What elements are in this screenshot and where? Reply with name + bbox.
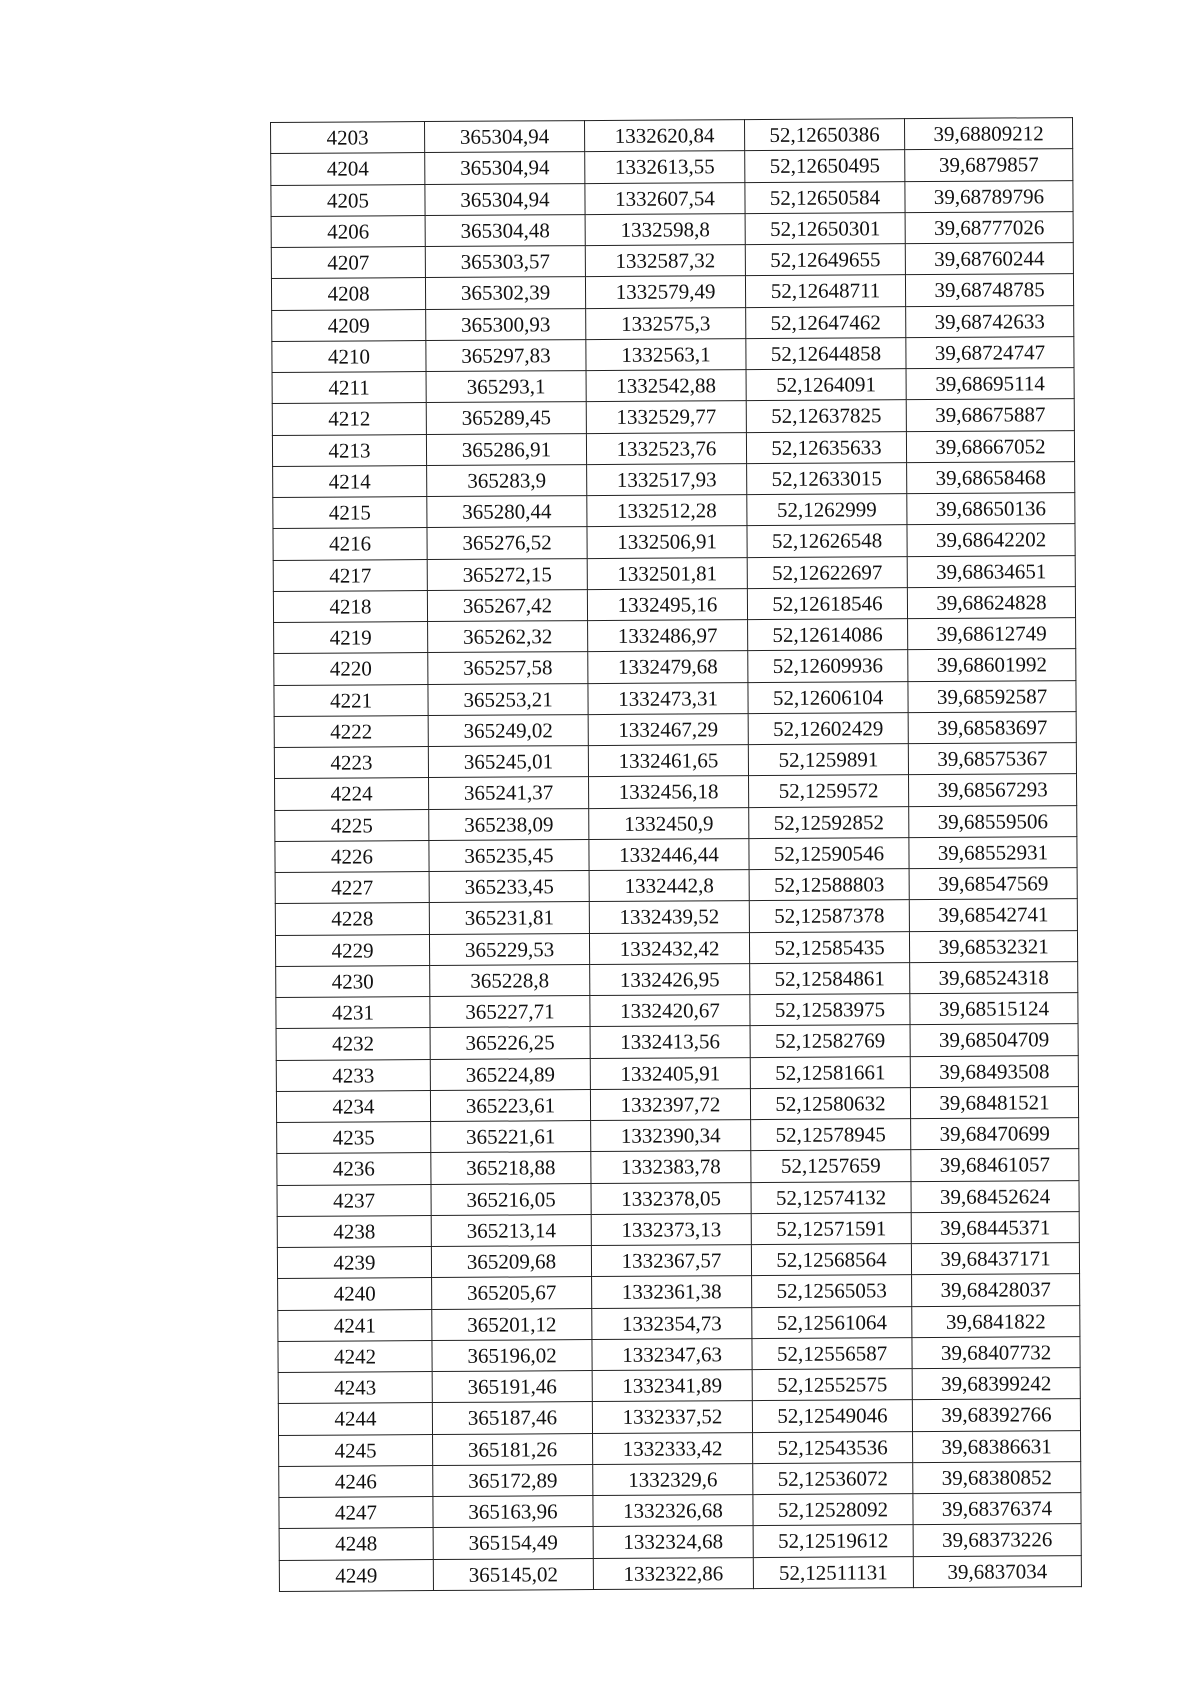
- x-coordinate-cell: 365304,94: [425, 152, 585, 184]
- y-coordinate-cell: 1332354,73: [592, 1307, 752, 1339]
- x-coordinate-cell: 365245,01: [428, 746, 588, 778]
- point-number-cell: 4228: [275, 903, 429, 935]
- longitude-cell: 39,68461057: [911, 1149, 1079, 1181]
- y-coordinate-cell: 1332367,57: [591, 1245, 751, 1277]
- x-coordinate-cell: 365163,96: [433, 1496, 593, 1528]
- table-row: [276, 993, 1078, 1029]
- latitude-cell: 52,12609936: [748, 650, 908, 682]
- point-number-cell: 4215: [273, 497, 427, 529]
- x-coordinate-cell: 365191,46: [432, 1371, 592, 1403]
- point-number-cell: 4207: [271, 247, 425, 279]
- longitude-cell: 39,68612749: [908, 618, 1076, 650]
- y-coordinate-cell: 1332598,8: [585, 213, 745, 245]
- longitude-cell: 39,68658468: [907, 461, 1075, 493]
- table-row: [275, 868, 1077, 904]
- latitude-cell: 52,12650386: [744, 119, 904, 151]
- point-number-cell: 4231: [276, 997, 430, 1029]
- longitude-cell: 39,68748785: [905, 274, 1073, 306]
- point-number-cell: 4204: [271, 153, 425, 185]
- table-row: [277, 1118, 1079, 1154]
- longitude-cell: 39,68542741: [909, 899, 1077, 931]
- longitude-cell: 39,68493508: [910, 1055, 1078, 1087]
- x-coordinate-cell: 365209,68: [431, 1246, 591, 1278]
- longitude-cell: 39,68601992: [908, 649, 1076, 681]
- latitude-cell: 52,12602429: [748, 712, 908, 744]
- latitude-cell: 52,12626548: [747, 525, 907, 557]
- x-coordinate-cell: 365302,39: [425, 277, 585, 309]
- x-coordinate-cell: 365213,14: [431, 1214, 591, 1246]
- longitude-cell: 39,68437171: [911, 1243, 1079, 1275]
- x-coordinate-cell: 365253,21: [428, 683, 588, 715]
- y-coordinate-cell: 1332575,3: [586, 307, 746, 339]
- x-coordinate-cell: 365304,94: [425, 121, 585, 153]
- y-coordinate-cell: 1332390,34: [591, 1120, 751, 1152]
- point-number-cell: 4232: [276, 1028, 430, 1060]
- x-coordinate-cell: 365257,58: [428, 652, 588, 684]
- longitude-cell: 39,68760244: [905, 243, 1073, 275]
- latitude-cell: 52,1259891: [748, 744, 908, 776]
- latitude-cell: 52,12565053: [752, 1275, 912, 1307]
- y-coordinate-cell: 1332512,28: [587, 495, 747, 527]
- latitude-cell: 52,12635633: [746, 431, 906, 463]
- x-coordinate-cell: 365224,89: [430, 1058, 590, 1090]
- x-coordinate-cell: 365249,02: [428, 714, 588, 746]
- table-row: [272, 368, 1074, 404]
- x-coordinate-cell: 365223,61: [430, 1089, 590, 1121]
- longitude-cell: 39,68452624: [911, 1180, 1079, 1212]
- y-coordinate-cell: 1332439,52: [589, 901, 749, 933]
- table-row: [274, 711, 1076, 747]
- latitude-cell: 52,12650584: [745, 181, 905, 213]
- point-number-cell: 4216: [273, 528, 427, 560]
- y-coordinate-cell: 1332506,91: [587, 526, 747, 558]
- longitude-cell: 39,68532321: [909, 930, 1077, 962]
- latitude-cell: 52,1259572: [749, 775, 909, 807]
- point-number-cell: 4223: [274, 747, 428, 779]
- table-row: [275, 836, 1077, 872]
- x-coordinate-cell: 365303,57: [425, 246, 585, 278]
- table-row: [278, 1274, 1080, 1310]
- table-row: [278, 1336, 1080, 1372]
- longitude-cell: 39,68777026: [905, 211, 1073, 243]
- x-coordinate-cell: 365297,83: [426, 339, 586, 371]
- y-coordinate-cell: 1332337,52: [592, 1401, 752, 1433]
- table-row: [273, 524, 1075, 560]
- table-row: [277, 1243, 1079, 1279]
- point-number-cell: 4219: [274, 622, 428, 654]
- table-row: [271, 243, 1073, 279]
- longitude-cell: 39,6879857: [905, 149, 1073, 181]
- x-coordinate-cell: 365181,26: [433, 1433, 593, 1465]
- y-coordinate-cell: 1332397,72: [590, 1088, 750, 1120]
- x-coordinate-cell: 365300,93: [426, 308, 586, 340]
- table-row: [273, 555, 1075, 591]
- point-number-cell: 4243: [278, 1372, 432, 1404]
- x-coordinate-cell: 365226,25: [430, 1027, 590, 1059]
- longitude-cell: 39,68650136: [907, 493, 1075, 525]
- point-number-cell: 4225: [275, 809, 429, 841]
- x-coordinate-cell: 365233,45: [429, 871, 589, 903]
- latitude-cell: 52,12618546: [747, 587, 907, 619]
- point-number-cell: 4238: [277, 1215, 431, 1247]
- x-coordinate-cell: 365304,94: [425, 183, 585, 215]
- longitude-cell: 39,68667052: [906, 430, 1074, 462]
- latitude-cell: 52,12647462: [746, 306, 906, 338]
- longitude-cell: 39,68481521: [910, 1086, 1078, 1118]
- y-coordinate-cell: 1332378,05: [591, 1182, 751, 1214]
- x-coordinate-cell: 365172,89: [433, 1464, 593, 1496]
- longitude-cell: 39,68407732: [912, 1336, 1080, 1368]
- table-row: [271, 180, 1073, 216]
- point-number-cell: 4247: [279, 1497, 433, 1529]
- longitude-cell: 39,68567293: [909, 774, 1077, 806]
- y-coordinate-cell: 1332613,55: [585, 151, 745, 183]
- point-number-cell: 4206: [271, 215, 425, 247]
- table-row: [279, 1493, 1081, 1529]
- point-number-cell: 4205: [271, 184, 425, 216]
- latitude-cell: 52,12650301: [745, 212, 905, 244]
- y-coordinate-cell: 1332587,32: [585, 245, 745, 277]
- longitude-cell: 39,68445371: [911, 1211, 1079, 1243]
- x-coordinate-cell: 365145,02: [433, 1558, 593, 1590]
- longitude-cell: 39,68809212: [904, 118, 1072, 150]
- latitude-cell: 52,12549046: [752, 1400, 912, 1432]
- latitude-cell: 52,12574132: [751, 1181, 911, 1213]
- table-row: [276, 1055, 1078, 1091]
- y-coordinate-cell: 1332517,93: [587, 463, 747, 495]
- longitude-cell: 39,68504709: [910, 1024, 1078, 1056]
- table-row: [277, 1180, 1079, 1216]
- table-row: [279, 1430, 1081, 1466]
- table-row: [271, 274, 1073, 310]
- table-row: [275, 899, 1077, 935]
- latitude-cell: 52,12571591: [751, 1212, 911, 1244]
- point-number-cell: 4210: [272, 340, 426, 372]
- latitude-cell: 52,12614086: [748, 619, 908, 651]
- x-coordinate-cell: 365227,71: [430, 996, 590, 1028]
- longitude-cell: 39,68675887: [906, 399, 1074, 431]
- point-number-cell: 4229: [275, 934, 429, 966]
- table-row: [272, 336, 1074, 372]
- y-coordinate-cell: 1332479,68: [588, 651, 748, 683]
- y-coordinate-cell: 1332341,89: [592, 1370, 752, 1402]
- table-row: [275, 774, 1077, 810]
- longitude-cell: 39,68392766: [912, 1399, 1080, 1431]
- table-row: [273, 461, 1075, 497]
- longitude-cell: 39,68642202: [907, 524, 1075, 556]
- y-coordinate-cell: 1332446,44: [589, 838, 749, 870]
- latitude-cell: 52,12568564: [751, 1244, 911, 1276]
- longitude-cell: 39,68624828: [907, 586, 1075, 618]
- table-row: [276, 1086, 1078, 1122]
- x-coordinate-cell: 365229,53: [429, 933, 589, 965]
- latitude-cell: 52,12648711: [745, 275, 905, 307]
- point-number-cell: 4220: [274, 653, 428, 685]
- table-row: [274, 649, 1076, 685]
- table-row: [274, 618, 1076, 654]
- longitude-cell: 39,68724747: [906, 336, 1074, 368]
- x-coordinate-cell: 365216,05: [431, 1183, 591, 1215]
- y-coordinate-cell: 1332456,18: [589, 776, 749, 808]
- longitude-cell: 39,68524318: [910, 961, 1078, 993]
- latitude-cell: 52,12580632: [750, 1087, 910, 1119]
- point-number-cell: 4237: [277, 1184, 431, 1216]
- point-number-cell: 4249: [279, 1559, 433, 1591]
- longitude-cell: 39,68559506: [909, 805, 1077, 837]
- coordinates-table: [270, 117, 1082, 1592]
- longitude-cell: 39,68399242: [912, 1368, 1080, 1400]
- point-number-cell: 4246: [279, 1465, 433, 1497]
- latitude-cell: 52,1264091: [746, 369, 906, 401]
- y-coordinate-cell: 1332373,13: [591, 1213, 751, 1245]
- latitude-cell: 52,12588803: [749, 869, 909, 901]
- latitude-cell: 52,12578945: [751, 1119, 911, 1151]
- longitude-cell: 39,68552931: [909, 836, 1077, 868]
- y-coordinate-cell: 1332442,8: [589, 870, 749, 902]
- latitude-cell: 52,12585435: [749, 931, 909, 963]
- x-coordinate-cell: 365283,9: [427, 464, 587, 496]
- table-row: [272, 399, 1074, 435]
- latitude-cell: 52,12592852: [749, 806, 909, 838]
- longitude-cell: 39,68428037: [912, 1274, 1080, 1306]
- y-coordinate-cell: 1332473,31: [588, 682, 748, 714]
- longitude-cell: 39,68380852: [913, 1461, 1081, 1493]
- table-row: [278, 1399, 1080, 1435]
- latitude-cell: 52,1257659: [751, 1150, 911, 1182]
- latitude-cell: 52,12519612: [753, 1525, 913, 1557]
- y-coordinate-cell: 1332426,95: [590, 963, 750, 995]
- point-number-cell: 4236: [277, 1153, 431, 1185]
- longitude-cell: 39,68515124: [910, 993, 1078, 1025]
- latitude-cell: 52,12649655: [745, 244, 905, 276]
- latitude-cell: 52,12528092: [753, 1494, 913, 1526]
- table-row: [275, 930, 1077, 966]
- y-coordinate-cell: 1332432,42: [589, 932, 749, 964]
- latitude-cell: 52,12556587: [752, 1337, 912, 1369]
- table-row: [279, 1461, 1081, 1497]
- longitude-cell: 39,68634651: [907, 555, 1075, 587]
- point-number-cell: 4244: [278, 1403, 432, 1435]
- longitude-cell: 39,68592587: [908, 680, 1076, 712]
- y-coordinate-cell: 1332420,67: [590, 995, 750, 1027]
- longitude-cell: 39,68695114: [906, 368, 1074, 400]
- point-number-cell: 4226: [275, 840, 429, 872]
- point-number-cell: 4214: [273, 465, 427, 497]
- point-number-cell: 4224: [275, 778, 429, 810]
- x-coordinate-cell: 365235,45: [429, 839, 589, 871]
- x-coordinate-cell: 365205,67: [432, 1277, 592, 1309]
- table-row: [273, 586, 1075, 622]
- point-number-cell: 4227: [275, 872, 429, 904]
- y-coordinate-cell: 1332607,54: [585, 182, 745, 214]
- point-number-cell: 4242: [278, 1340, 432, 1372]
- table-row: [274, 743, 1076, 779]
- longitude-cell: 39,6841822: [912, 1305, 1080, 1337]
- y-coordinate-cell: 1332461,65: [588, 745, 748, 777]
- point-number-cell: 4209: [272, 309, 426, 341]
- latitude-cell: 52,12644858: [746, 337, 906, 369]
- point-number-cell: 4211: [272, 372, 426, 404]
- point-number-cell: 4218: [273, 590, 427, 622]
- latitude-cell: 52,12581661: [750, 1056, 910, 1088]
- y-coordinate-cell: 1332501,81: [587, 557, 747, 589]
- y-coordinate-cell: 1332347,63: [592, 1338, 752, 1370]
- point-number-cell: 4208: [271, 278, 425, 310]
- point-number-cell: 4234: [276, 1090, 430, 1122]
- longitude-cell: 39,6837034: [913, 1555, 1081, 1587]
- longitude-cell: 39,68575367: [908, 743, 1076, 775]
- y-coordinate-cell: 1332413,56: [590, 1026, 750, 1058]
- y-coordinate-cell: 1332495,16: [587, 588, 747, 620]
- table-row: [272, 305, 1074, 341]
- point-number-cell: 4217: [273, 559, 427, 591]
- point-number-cell: 4213: [272, 434, 426, 466]
- table-row: [276, 961, 1078, 997]
- y-coordinate-cell: 1332486,97: [588, 620, 748, 652]
- latitude-cell: 52,12552575: [752, 1369, 912, 1401]
- x-coordinate-cell: 365293,1: [426, 371, 586, 403]
- table-row: [271, 149, 1073, 185]
- x-coordinate-cell: 365154,49: [433, 1527, 593, 1559]
- latitude-cell: 52,12590546: [749, 837, 909, 869]
- table-row: [272, 430, 1074, 466]
- y-coordinate-cell: 1332563,1: [586, 338, 746, 370]
- x-coordinate-cell: 365262,32: [428, 621, 588, 653]
- y-coordinate-cell: 1332467,29: [588, 713, 748, 745]
- longitude-cell: 39,68373226: [913, 1524, 1081, 1556]
- point-number-cell: 4212: [272, 403, 426, 435]
- x-coordinate-cell: 365272,15: [427, 558, 587, 590]
- point-number-cell: 4203: [271, 122, 425, 154]
- x-coordinate-cell: 365218,88: [431, 1152, 591, 1184]
- x-coordinate-cell: 365276,52: [427, 527, 587, 559]
- table-row: [278, 1305, 1080, 1341]
- point-number-cell: 4248: [279, 1528, 433, 1560]
- point-number-cell: 4239: [277, 1247, 431, 1279]
- table-row: [277, 1149, 1079, 1185]
- table-row: [278, 1368, 1080, 1404]
- latitude-cell: 52,12561064: [752, 1306, 912, 1338]
- latitude-cell: 52,12606104: [748, 681, 908, 713]
- y-coordinate-cell: 1332542,88: [586, 370, 746, 402]
- latitude-cell: 52,12583975: [750, 994, 910, 1026]
- x-coordinate-cell: 365280,44: [427, 496, 587, 528]
- table-row: [279, 1555, 1081, 1591]
- point-number-cell: 4235: [277, 1122, 431, 1154]
- y-coordinate-cell: 1332620,84: [584, 120, 744, 152]
- point-number-cell: 4222: [274, 715, 428, 747]
- x-coordinate-cell: 365241,37: [429, 777, 589, 809]
- x-coordinate-cell: 365267,42: [427, 589, 587, 621]
- table-row: [277, 1211, 1079, 1247]
- longitude-cell: 39,68547569: [909, 868, 1077, 900]
- x-coordinate-cell: 365304,48: [425, 214, 585, 246]
- y-coordinate-cell: 1332529,77: [586, 401, 746, 433]
- y-coordinate-cell: 1332333,42: [593, 1432, 753, 1464]
- x-coordinate-cell: 365231,81: [429, 902, 589, 934]
- y-coordinate-cell: 1332405,91: [590, 1057, 750, 1089]
- table-row: [279, 1524, 1081, 1560]
- x-coordinate-cell: 365289,45: [426, 402, 586, 434]
- latitude-cell: 52,12582769: [750, 1025, 910, 1057]
- y-coordinate-cell: 1332322,86: [593, 1557, 753, 1589]
- y-coordinate-cell: 1332329,6: [593, 1463, 753, 1495]
- longitude-cell: 39,68742633: [906, 305, 1074, 337]
- y-coordinate-cell: 1332450,9: [589, 807, 749, 839]
- table-row: [271, 118, 1073, 154]
- latitude-cell: 52,12536072: [753, 1462, 913, 1494]
- table-row: [274, 680, 1076, 716]
- latitude-cell: 52,12587378: [749, 900, 909, 932]
- latitude-cell: 52,12633015: [747, 462, 907, 494]
- table-row: [276, 1024, 1078, 1060]
- y-coordinate-cell: 1332324,68: [593, 1526, 753, 1558]
- longitude-cell: 39,68583697: [908, 711, 1076, 743]
- longitude-cell: 39,68789796: [905, 180, 1073, 212]
- point-number-cell: 4221: [274, 684, 428, 716]
- latitude-cell: 52,1262999: [747, 494, 907, 526]
- latitude-cell: 52,12511131: [753, 1556, 913, 1588]
- x-coordinate-cell: 365187,46: [432, 1402, 592, 1434]
- point-number-cell: 4241: [278, 1309, 432, 1341]
- point-number-cell: 4233: [276, 1059, 430, 1091]
- latitude-cell: 52,12622697: [747, 556, 907, 588]
- point-number-cell: 4245: [279, 1434, 433, 1466]
- latitude-cell: 52,12584861: [750, 962, 910, 994]
- y-coordinate-cell: 1332326,68: [593, 1495, 753, 1527]
- point-number-cell: 4240: [278, 1278, 432, 1310]
- y-coordinate-cell: 1332361,38: [592, 1276, 752, 1308]
- y-coordinate-cell: 1332523,76: [586, 432, 746, 464]
- x-coordinate-cell: 365286,91: [426, 433, 586, 465]
- table-row: [275, 805, 1077, 841]
- y-coordinate-cell: 1332383,78: [591, 1151, 751, 1183]
- x-coordinate-cell: 365221,61: [431, 1121, 591, 1153]
- longitude-cell: 39,68386631: [913, 1430, 1081, 1462]
- longitude-cell: 39,68376374: [913, 1493, 1081, 1525]
- table-row: [273, 493, 1075, 529]
- x-coordinate-cell: 365238,09: [429, 808, 589, 840]
- longitude-cell: 39,68470699: [911, 1118, 1079, 1150]
- latitude-cell: 52,12543536: [753, 1431, 913, 1463]
- point-number-cell: 4230: [276, 965, 430, 997]
- x-coordinate-cell: 365201,12: [432, 1308, 592, 1340]
- y-coordinate-cell: 1332579,49: [585, 276, 745, 308]
- table-row: [271, 211, 1073, 247]
- x-coordinate-cell: 365228,8: [430, 964, 590, 996]
- latitude-cell: 52,12637825: [746, 400, 906, 432]
- latitude-cell: 52,12650495: [745, 150, 905, 182]
- x-coordinate-cell: 365196,02: [432, 1339, 592, 1371]
- coordinates-table-body: [271, 118, 1082, 1592]
